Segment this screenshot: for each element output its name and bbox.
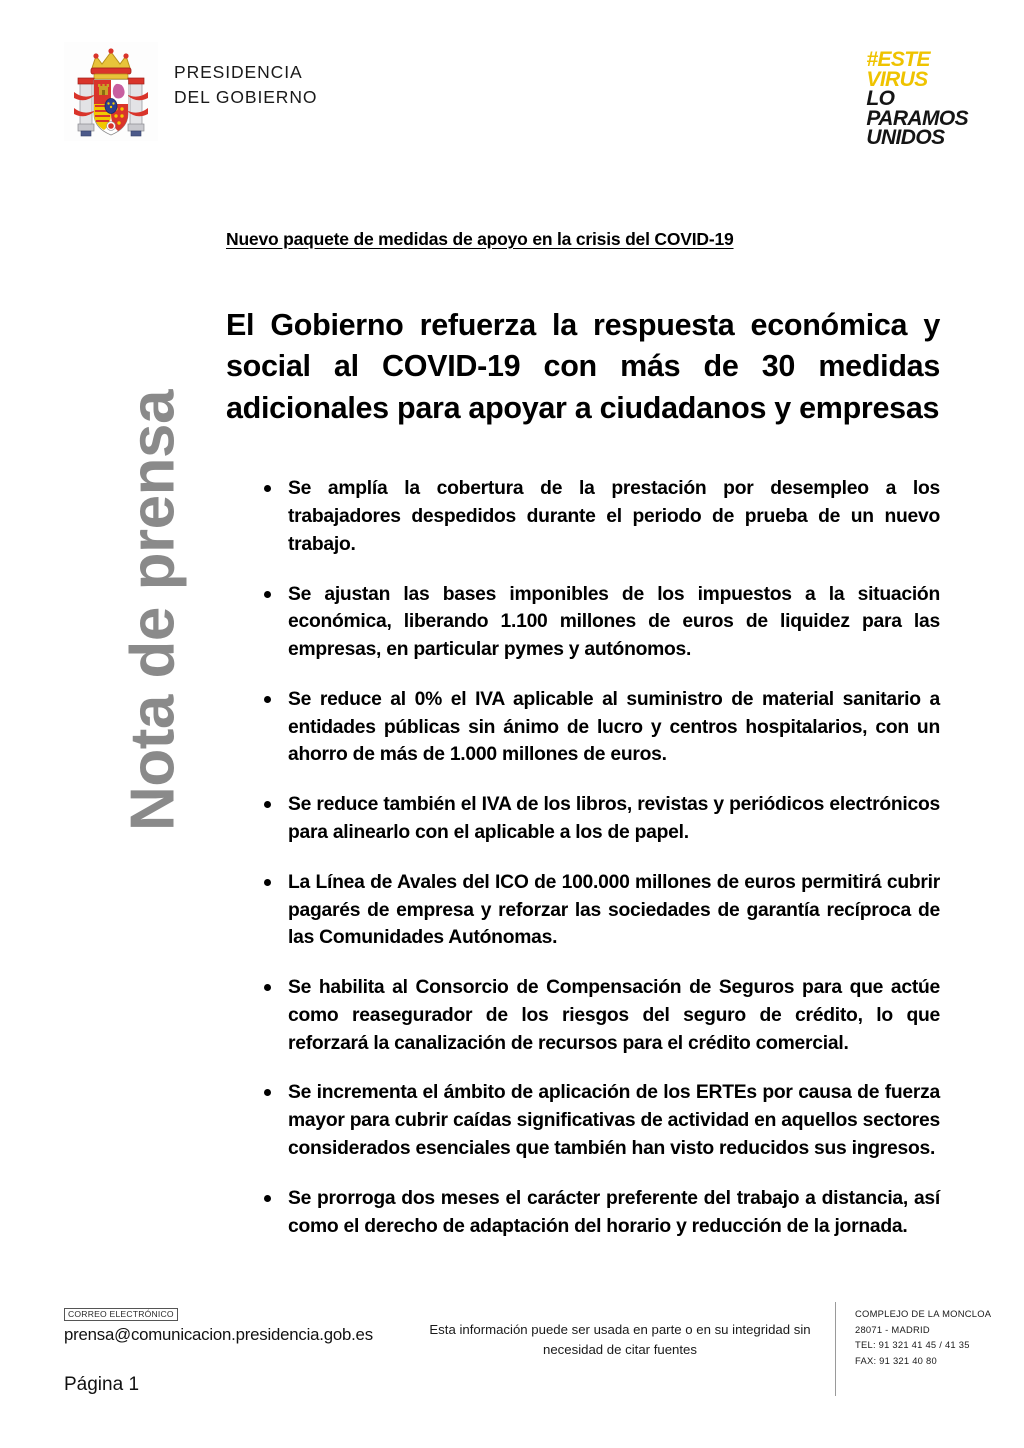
- list-item: Se reduce al 0% el IVA aplicable al suministro de material sanitario a entidades públicas sin ánimo de lucro y centros hospitalarios, con un ahorro de más de 1.000 millones de euros.: [226, 686, 940, 769]
- spain-coat-of-arms-icon: [64, 42, 158, 141]
- email-label: CORREO ELECTRÓNICO: [64, 1308, 178, 1321]
- email-address[interactable]: prensa@comunicacion.presidencia.gob.es: [64, 1325, 373, 1344]
- list-item: Se reduce también el IVA de los libros, revistas y periódicos electrónicos para alinearlo con el aplicable a los de papel.: [226, 791, 940, 847]
- institution-name: [174, 60, 317, 110]
- list-item: Se amplía la cobertura de la prestación por desempleo a los trabajadores despedidos durante el periodo de prueba de un nuevo trabajo.: [226, 475, 940, 558]
- kicker-line: Nuevo paquete de medidas de apoyo en la crisis del COVID-19: [226, 229, 734, 249]
- address-line2: 28071 - MADRID: [855, 1323, 930, 1335]
- address-fax: FAX: 91 321 40 80: [855, 1354, 937, 1366]
- institution-name-line2: DEL GOBIERNO: [174, 86, 318, 107]
- usage-notice: Esta información puede ser usada en parte o en su integridad sin necesidad de citar fuentes: [429, 1322, 811, 1357]
- list-item: La Línea de Avales del ICO de 100.000 millones de euros permitirá cubrir pagarés de empresa y reforzar las sociedades de garantía recíproca de las Comunidades Autónomas.: [226, 869, 940, 952]
- campaign-logo-line3: LO: [866, 87, 895, 111]
- document-type-label: Nota de prensa: [118, 390, 188, 831]
- list-item: Se prorroga dos meses el carácter preferente del trabajo a distancia, así como el derecho de adaptación del horario y reducción de la jornada.: [226, 1185, 940, 1241]
- measures-list: [226, 475, 940, 1240]
- campaign-logo-line1: #ESTE: [866, 48, 930, 71]
- campaign-logo: [866, 50, 968, 148]
- document-footer: [0, 1288, 1024, 1448]
- campaign-logo-line5: UNIDOS: [866, 126, 945, 150]
- document-header: [0, 0, 1024, 175]
- contact-block: [64, 1304, 424, 1345]
- list-item: Se incrementa el ámbito de aplicación de los ERTEs por causa de fuerza mayor para cubrir caídas significativas de actividad en aquellos sectores considerados esenciales que también han visto reducidos sus ingresos.: [226, 1079, 940, 1162]
- institution-name-line1: PRESIDENCIA: [174, 62, 303, 82]
- institution-branding: [64, 42, 317, 141]
- campaign-logo-line2: VIRUS: [866, 67, 928, 91]
- list-item: Se ajustan las bases imponibles de los impuestos a la situación económica, liberando 1.100 millones de euros de liquidez para las empresas, en particular pymes y autónomos.: [226, 581, 940, 664]
- campaign-logo-line4: PARAMOS: [866, 106, 968, 130]
- footer-divider: [835, 1302, 836, 1396]
- postal-address-block: [855, 1306, 991, 1368]
- press-release-body: [226, 228, 940, 1262]
- address-phone: TEL: 91 321 41 45 / 41 35: [855, 1339, 970, 1351]
- page-title: El Gobierno refuerza la respuesta económica y social al COVID-19 con más de 30 medidas adicionales para apoyar a ciudadanos y empresas: [226, 307, 940, 425]
- list-item: Se habilita al Consorcio de Compensación de Seguros para que actúe como reasegurador de los riesgos del seguro de crédito, lo que reforzará la canalización de recursos para el crédito comercial.: [226, 974, 940, 1057]
- page-number: Página 1: [64, 1374, 140, 1395]
- address-line1: COMPLEJO DE LA MONCLOA: [855, 1308, 992, 1319]
